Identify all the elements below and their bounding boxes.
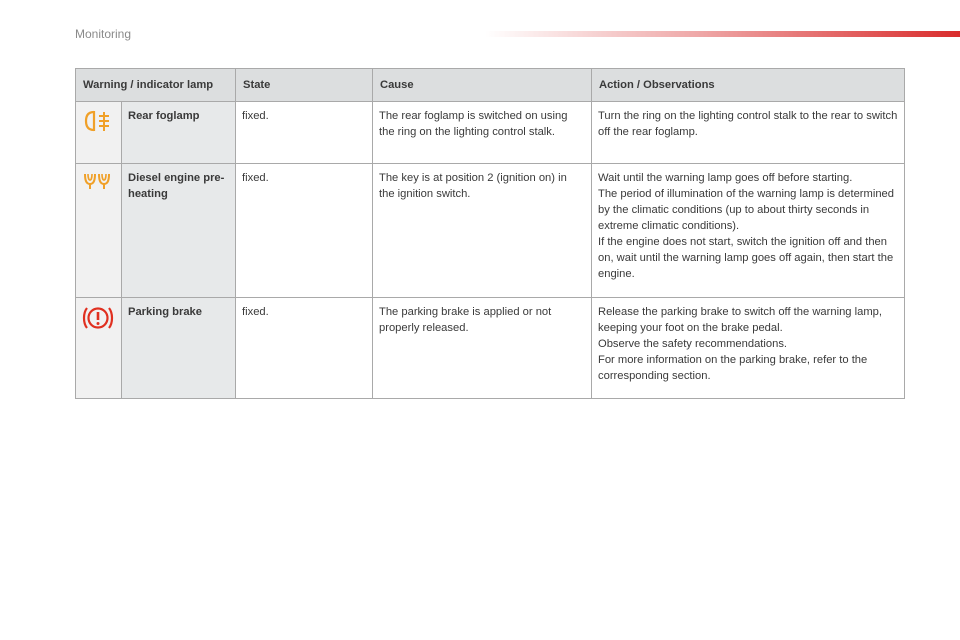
table-row — [76, 298, 905, 399]
lamp-icon-cell — [76, 298, 122, 399]
col-header-state: State — [236, 69, 373, 102]
parking-brake-icon — [82, 304, 114, 332]
lamp-action — [592, 102, 905, 164]
action-line: Release the parking brake to switch off the warning lamp, keeping your foot on the brake pedal. — [598, 306, 882, 334]
lamp-action — [592, 164, 905, 298]
col-header-cause: Cause — [373, 69, 592, 102]
rear-foglamp-icon — [82, 108, 112, 134]
header-accent-rule — [485, 31, 960, 37]
lamp-state: fixed. — [236, 298, 373, 399]
col-header-action: Action / Observations — [592, 69, 905, 102]
section-title: Monitoring — [75, 27, 132, 41]
action-line: Observe the safety recommendations. — [598, 338, 788, 350]
lamp-cause: The rear foglamp is switched on using the ring on the lighting control stalk. — [373, 102, 592, 164]
lamp-icon-cell — [76, 102, 122, 164]
lamp-name: Parking brake — [122, 298, 236, 399]
lamp-name: Diesel engine pre-heating — [122, 164, 236, 298]
table-row — [76, 102, 905, 164]
glow-plug-icon — [82, 170, 112, 192]
action-line: For more information on the parking brake, refer to the corresponding section. — [598, 354, 868, 382]
lamp-icon-cell — [76, 164, 122, 298]
action-line: The period of illumination of the warning lamp is determined by the climatic conditions (up to about thirty seconds in extreme climatic conditions). — [598, 188, 895, 232]
lamp-state: fixed. — [236, 102, 373, 164]
lamp-name: Rear foglamp — [122, 102, 236, 164]
action-line: If the engine does not start, switch the ignition off and then on, wait until the warning lamp goes off again, then start the engine. — [598, 236, 894, 280]
lamp-cause: The key is at position 2 (ignition on) in the ignition switch. — [373, 164, 592, 298]
col-header-lamp: Warning / indicator lamp — [76, 69, 236, 102]
action-line: Wait until the warning lamp goes off before starting. — [598, 172, 853, 184]
action-line: Turn the ring on the lighting control stalk to the rear to switch off the rear foglamp. — [598, 110, 898, 138]
lamp-action — [592, 298, 905, 399]
table-header-row — [76, 69, 905, 102]
table-row — [76, 164, 905, 298]
lamp-state: fixed. — [236, 164, 373, 298]
lamp-cause: The parking brake is applied or not properly released. — [373, 298, 592, 399]
warning-lamp-table — [75, 68, 905, 399]
